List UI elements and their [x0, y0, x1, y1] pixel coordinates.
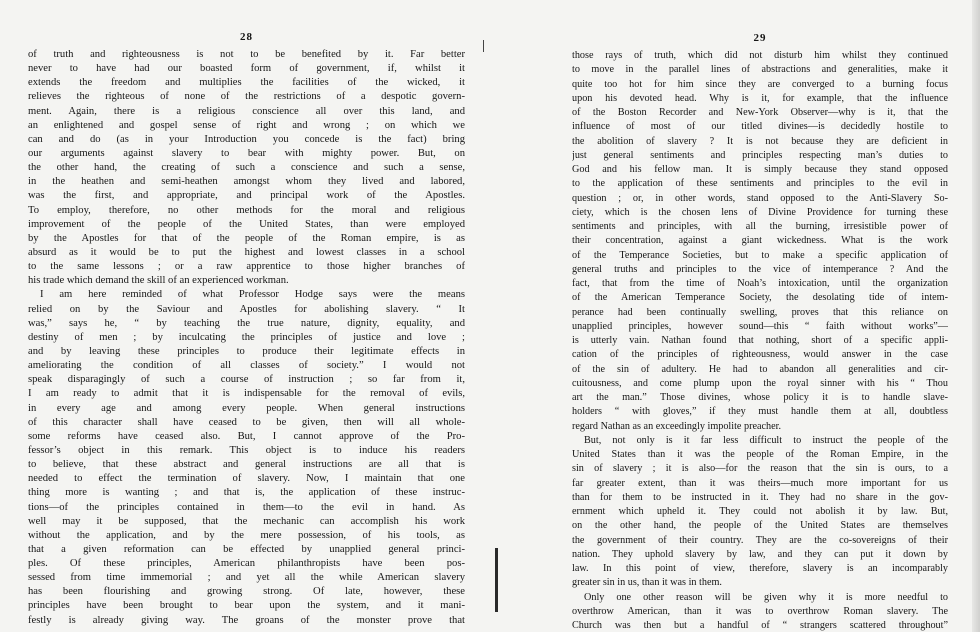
text-line: ernment which upheld it. They could not abolish it by law. But, — [572, 506, 948, 517]
text-line: our arguments against slavery to bear with mighty power. But, on — [28, 147, 465, 159]
text-line: ciety, which is the chosen lens of Divine Providence for turning these — [572, 206, 948, 218]
text-line: overthrow American, than it was to overthrow Roman slavery. The — [572, 605, 948, 617]
text-line: far greater extent, than it was theirs—much more important for us — [572, 477, 948, 489]
gutter-mark — [495, 548, 498, 612]
text-line: festly is already giving way. The groans of the monster prove that — [28, 614, 465, 626]
text-line: relied on by the Saviour and Apostles for abolishing slavery. “ It — [28, 303, 465, 315]
text-line: extends the freedom and multiplies the facilities of the wicked, it — [28, 77, 465, 89]
text-line: just general sentiments and principles respecting man’s duties to — [572, 149, 948, 161]
text-line: greater sin in us, than it was in them. — [572, 577, 722, 589]
text-line: general truths and principles to the vice of intemperance ? And the — [572, 263, 948, 275]
text-line: was the first, and appropriate, and principal work of the Apostles. — [28, 190, 465, 202]
text-line: to the same lessons ; or a raw apprentice to those higher branches of — [28, 261, 465, 273]
text-line: by the Apostles for that of the people of the Roman empire, is as — [28, 232, 465, 244]
text-line: the abolition of slavery ? It is not because they are deficient in — [572, 135, 948, 147]
text-line: sentiments and principles, with all the burning, irresistible power of — [572, 221, 948, 232]
text-line: nation. They uphold slavery by law, and they can put it down by — [572, 548, 948, 560]
text-line: than for them to be instructed in it. They had no share in the gov- — [572, 491, 948, 503]
text-line: some reforms have ceased also. But, I cannot approve of the Pro- — [28, 430, 465, 442]
text-line: question ; or, in other words, stand opposed to the Anti-Slavery So- — [572, 192, 948, 204]
text-line: fact, that from the time of Noah’s intoxication, until the organization — [572, 278, 948, 289]
text-line: tions—of the principles contained in them—to the evil in hand. As — [28, 501, 465, 513]
page-number: 29 — [753, 32, 767, 44]
page-body-text — [572, 49, 948, 632]
text-line: To employ, therefore, no other methods for the moral and religious — [28, 204, 465, 216]
text-line: regard Nathan as an exceedingly impolite preacher. — [572, 420, 782, 432]
text-line: speak disparagingly of such a course of instruction ; so far from it, — [28, 374, 465, 386]
text-line: those rays of truth, which did not disturb him whilst they continued — [572, 50, 948, 61]
text-line: can and do (as in your Introduction you concede is the fact) bring — [28, 133, 465, 145]
text-line: fessor’s object in this remark. This object is to induce his readers — [28, 444, 465, 456]
text-line: unapplied principles, however sound—this “ faith without works”— — [572, 320, 948, 332]
text-line: absurd as it would be to put the highest and lowest classes in a school — [28, 246, 465, 258]
scan-edge — [972, 0, 980, 632]
text-line: of the Temperance Societies, but to make a specific application of — [572, 249, 948, 261]
text-line: the other hand, the creating of such a conscience and such a sense, — [28, 162, 465, 174]
text-line: to believe, that these abstract and general instructions are all that is — [28, 459, 465, 471]
text-line: I am here reminded of what Professor Hodge says were the means — [40, 289, 465, 301]
gutter-mark — [483, 40, 484, 52]
text-line: holders “ with gloves,” if they must handle them at all, doubtless — [572, 406, 948, 418]
text-line: Only one other reason will be given why it is more needful to — [584, 591, 948, 603]
text-line: well may it be supposed, that the mechanic can accomplish his work — [28, 515, 465, 527]
text-line: quite too hot for him since they are converged to a burning focus — [572, 78, 948, 90]
text-line: to move in the parallel lines of abstractions and generalities, make it — [572, 64, 948, 76]
left-page — [28, 0, 465, 632]
text-line: that a given reformation can be effected by unapplied general princi- — [28, 543, 465, 555]
text-line: Church was then but a handful of “ strangers scattered throughout” — [572, 620, 948, 631]
text-line: of this character shall have ceased to be given, then will all whole- — [28, 416, 465, 428]
text-line: destiny of men ; by inculcating the principles of justice and love ; — [28, 331, 465, 343]
text-line: improvement of the people of the United States, than were employed — [28, 218, 465, 230]
text-line: never to have had our boasted form of government, if, whilst it — [28, 63, 465, 75]
text-line: influence of most of our titled divines—is decidedly hostile to — [572, 121, 948, 133]
text-line: I am ready to admit that it is indispensable for the removal of evils, — [28, 388, 465, 400]
text-line: God and his fellow man. It is simply because they stand opposed — [572, 164, 948, 175]
text-line: But, not only is it far less difficult to instruct the people of the — [584, 434, 948, 446]
text-line: was,” says he, “ by teaching the true nature, dignity, equality, and — [28, 317, 465, 329]
page-body-text — [28, 48, 465, 628]
text-line: of the American Temperance Society, the desolating tide of intem- — [572, 292, 948, 304]
text-line: without the application, and by the mere possession, of his tools, as — [28, 529, 465, 541]
text-line: principles have been brought to bear upon the system, and it mani- — [28, 600, 465, 612]
text-line: sin of slavery ; it is also—for the reason that the sin is ours, to a — [572, 463, 948, 475]
text-line: in the heathen and semi-heathen amongst whom they lived and labored, — [28, 176, 465, 188]
text-line: and by leaving these principles to produce their legitimate effects in — [28, 345, 465, 357]
text-line: in every age and among every people. When general instructions — [28, 402, 465, 414]
text-line: his trade which demand the skill of an experienced workman. — [28, 275, 289, 287]
text-line: law. In this point of view, therefore, slavery is an incomparably — [572, 563, 948, 574]
text-line: art the man.” Those divines, whose policy it is to handle slave- — [572, 392, 948, 403]
text-line: relieves the righteous of none of the restrictions of a despotic govern- — [28, 91, 465, 103]
text-line: needed to effect the termination of slavery. Now, I maintain that one — [28, 473, 465, 485]
text-line: an enlightened and gospel sense of right and wrong ; on which we — [28, 119, 465, 131]
text-line: of the Boston Recorder and New-York Observer—why is it, that the — [572, 107, 948, 118]
text-line: cuitousness, and come plump upon the royal sinner with his “ Thou — [572, 377, 948, 389]
text-line: their concentration, against a giant wickedness. What is the work — [572, 235, 948, 247]
text-line: ameliorating the condition of all classes of society.” I would not — [28, 360, 465, 372]
page-number: 28 — [240, 31, 253, 43]
right-page — [572, 0, 948, 632]
text-line: perance had been continually swelling, proves that this reliance on — [572, 306, 948, 318]
text-line: upon his devoted head. Why is it, for example, that the influence — [572, 92, 948, 104]
text-line: sessed from time immemorial ; and yet all the while American slavery — [28, 572, 465, 584]
text-line: of the sin of adultery. He had to abandon all generalities and cir- — [572, 363, 948, 375]
text-line: has been flourishing and growing strong. Of late, however, these — [28, 586, 465, 598]
text-line: of truth and righteousness is not to be benefited by it. Far better — [28, 49, 465, 60]
text-line: to the application of these sentiments and principles to the evil in — [572, 178, 948, 190]
text-line: the government of their country. They are the co-sovereigns of their — [572, 534, 948, 546]
text-line: ples. Of these principles, American philanthropists have been pos- — [28, 558, 465, 570]
text-line: United States than it was the people of the Roman Empire, in the — [572, 449, 948, 460]
text-line: on the other hand, the people of the United States are themselves — [572, 520, 948, 532]
text-line: cation of the principles of righteousness, would answer in the case — [572, 349, 948, 361]
text-line: is utterly vain. Nathan found that nothing, short of a specific appli- — [572, 335, 948, 346]
text-line: thing more is wanting ; and that is, the application of these instruc- — [28, 487, 465, 499]
text-line: ment. Again, there is a religious conscience all over this land, and — [28, 105, 465, 117]
